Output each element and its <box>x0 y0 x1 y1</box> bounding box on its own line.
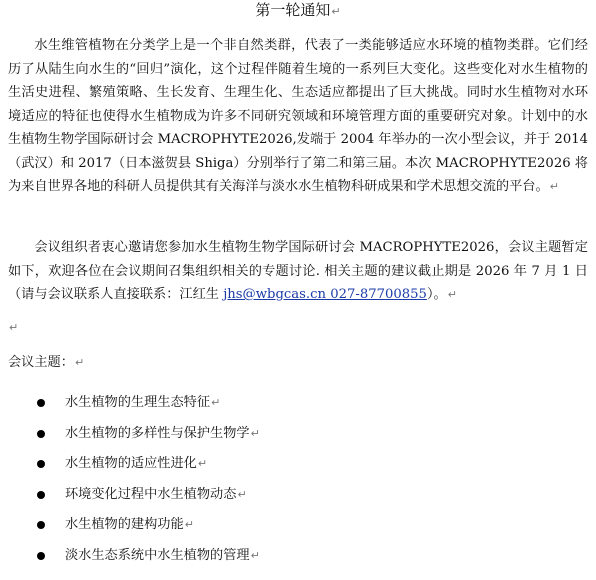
paragraph-mark-icon: ↵ <box>447 288 457 301</box>
topic-text <box>65 392 220 414</box>
topic-text <box>65 453 207 475</box>
topic-text <box>65 484 247 506</box>
paragraph-mark-icon: ↵ <box>74 356 85 369</box>
bullet-icon <box>37 430 45 438</box>
invitation-text: 会议组织者衷心邀请您参加水生植物生物学国际研讨会 MACROPHYTE2026，会议主题暂定如下，欢迎各位在会议期间召集组织相关的专题讨论. 相关主题的建议截止期是 2026 年 7 月 1 日（请与会议联系人直接联系：江红生 <box>8 240 588 302</box>
contact-phone: 027-87700855 <box>326 287 427 302</box>
paragraph-mark-icon: ↵ <box>184 518 194 532</box>
topics-heading-text: 会议主题： <box>8 355 74 370</box>
bullet-icon <box>37 491 45 499</box>
title-text: 第一轮通知 <box>255 1 331 19</box>
invitation-paragraph <box>8 236 588 307</box>
topic-label: 环境变化过程中水生植物动态 <box>65 486 237 502</box>
document-title <box>0 0 596 22</box>
topic-label: 淡水生态系统中水生植物的管理 <box>65 547 250 563</box>
paragraph-mark-icon: ↵ <box>9 321 19 334</box>
bullet-icon <box>37 399 45 407</box>
invitation-closing: ）。 <box>426 287 447 302</box>
bullet-icon <box>37 552 45 560</box>
topic-text <box>65 545 260 567</box>
bullet-icon <box>37 460 45 468</box>
paragraph-mark-icon: ↵ <box>250 426 260 440</box>
paragraph-mark-icon: ↵ <box>549 180 559 193</box>
topic-text <box>65 423 260 445</box>
paragraph-mark-icon: ↵ <box>250 548 260 562</box>
topic-label: 水生植物的建构功能 <box>65 517 184 533</box>
paragraph-mark-icon: ↵ <box>331 5 341 18</box>
paragraph-mark-icon: ↵ <box>211 396 221 409</box>
intro-text: 水生维管植物在分类学上是一个非自然类群，代表了一类能够适应水环境的植物类群。它们经历了从陆生向水生的“回归”演化，这个过程伴随着生境的一系列巨大变化。这些变化对水生植物的生活史进程、繁殖策略、生长发育、生理生化、生态适应都提出了巨大挑战。同时水生植物对水环境适应的特征也使得水生植物成为许多不同研究领域和环境管理方面的重要研究对象。计划中的水生植物生物学国际研讨会 MACROPHYTE2026,发端于 2004 年举办的一次小型会议，并于 2014（武汉）和 2017（日本滋贺县 Shiga）分别举行了第二和第三届。本次 MACROPHYTE2026 将为来自世界各地的科研人员提供其有关海洋与淡水水生植物科研成果和学术思想交流的平台。 <box>8 38 588 194</box>
paragraph-mark-icon: ↵ <box>237 487 247 501</box>
topics-heading <box>8 352 84 374</box>
contact-email-link[interactable]: jhs@wbgcas.cn <box>223 287 326 302</box>
intro-paragraph <box>8 34 588 199</box>
topic-label: 水生植物的生理生态特征 <box>65 395 211 410</box>
topic-label: 水生植物的多样性与保护生物学 <box>65 425 250 441</box>
topic-label: 水生植物的适应性进化 <box>65 456 197 472</box>
bullet-icon <box>37 521 45 529</box>
paragraph-mark-icon: ↵ <box>197 457 208 471</box>
topic-text <box>65 514 194 536</box>
empty-paragraph <box>8 318 18 338</box>
